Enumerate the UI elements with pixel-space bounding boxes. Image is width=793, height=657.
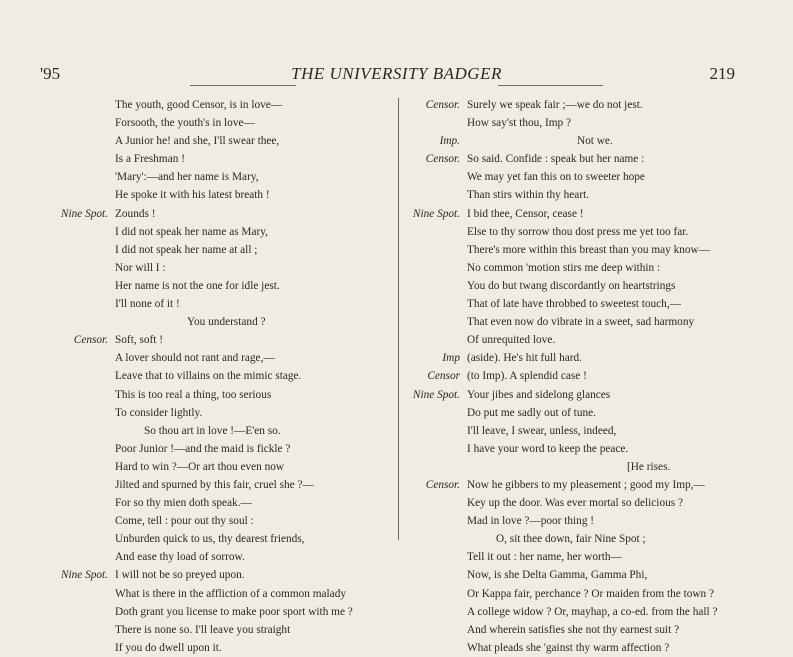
verse-line (0, 331, 396, 349)
verse-line (400, 186, 793, 204)
verse-line (400, 530, 793, 548)
verse-line (0, 621, 396, 639)
verse-line (0, 313, 396, 331)
verse-line (0, 530, 396, 548)
verse-text: Of unrequited love. (467, 334, 556, 347)
verse-text: I will not be so preyed upon. (115, 569, 245, 582)
speaker-name: Censor. (425, 153, 460, 166)
speaker-name: Imp (442, 352, 460, 365)
verse-text: We may yet fan this on to sweeter hope (467, 171, 645, 184)
verse-line (400, 223, 793, 241)
verse-line (400, 96, 793, 114)
verse-line (0, 205, 396, 223)
verse-line (400, 168, 793, 186)
verse-line (400, 132, 793, 150)
verse-text: To consider lightly. (115, 406, 203, 419)
verse-text: And wherein satisfies she not thy earnest suit ? (467, 623, 680, 636)
verse-text: [He rises. (627, 460, 671, 473)
verse-text: I did not speak her name as Mary, (115, 225, 268, 238)
verse-line (0, 295, 396, 313)
year-label: '95 (40, 64, 61, 83)
verse-line (0, 440, 396, 458)
verse-text: 'Mary':—and her name is Mary, (115, 171, 259, 184)
verse-text: Than stirs within thy heart. (467, 189, 590, 202)
speaker-name: Nine Spot. (412, 207, 460, 220)
speaker-name: Nine Spot. (60, 569, 108, 582)
page-number: 219 (709, 64, 735, 83)
verse-line (400, 639, 793, 657)
verse-text: Jilted and spurned by this fair, cruel she ?— (115, 478, 314, 491)
verse-text: Mad in love ?—poor thing ! (467, 515, 595, 528)
verse-line (400, 367, 793, 385)
speaker-name: Censor. (73, 334, 108, 347)
verse-text: I did not speak her name at all ; (115, 243, 258, 256)
verse-text: And ease thy load of sorrow. (115, 551, 245, 564)
verse-text: How say'st thou, Imp ? (467, 117, 572, 130)
speaker-name: Censor. (425, 478, 460, 491)
verse-text: Your jibes and sidelong glances (467, 388, 611, 401)
verse-line (0, 458, 396, 476)
verse-line (0, 223, 396, 241)
left-column (0, 96, 396, 657)
verse-text: Leave that to villains on the mimic stage. (115, 370, 302, 383)
verse-line (400, 259, 793, 277)
verse-text: There is none so. I'll leave you straight (115, 623, 291, 636)
verse-text: What pleads she 'gainst thy warm affection ? (467, 641, 670, 654)
verse-line (400, 114, 793, 132)
verse-line (400, 548, 793, 566)
verse-line (0, 132, 396, 150)
verse-line (400, 241, 793, 259)
publication-title: THE UNIVERSITY BADGER (291, 64, 502, 83)
verse-text: You do but twang discordantly on heartstrings (467, 279, 676, 292)
verse-text: Key up the door. Was ever mortal so delicious ? (467, 497, 683, 510)
verse-text: A college widow ? Or, mayhap, a co-ed. from the hall ? (467, 605, 718, 618)
verse-text: I bid thee, Censor, cease ! (467, 207, 584, 220)
verse-text: So thou art in love !—E'en so. (144, 424, 281, 437)
column-divider (398, 98, 399, 540)
verse-line (0, 96, 396, 114)
verse-line (0, 114, 396, 132)
verse-text: Tell it out : her name, her worth— (467, 551, 622, 564)
verse-text: Else to thy sorrow thou dost press me yet too far. (467, 225, 689, 238)
verse-line (0, 512, 396, 530)
verse-line (400, 331, 793, 349)
verse-text: Unburden quick to us, thy dearest friends, (115, 533, 305, 546)
verse-line (400, 313, 793, 331)
verse-text: Hard to win ?—Or art thou even now (115, 460, 285, 473)
verse-line (0, 404, 396, 422)
verse-line (0, 349, 396, 367)
verse-text: Nor will I : (115, 261, 166, 274)
verse-text: Forsooth, the youth's in love— (115, 117, 255, 130)
verse-line (0, 186, 396, 204)
verse-line (0, 386, 396, 404)
speaker-name: Censor. (425, 99, 460, 111)
verse-text: I'll leave, I swear, unless, indeed, (467, 424, 617, 437)
verse-text: Do put me sadly out of tune. (467, 406, 596, 419)
verse-line (0, 603, 396, 621)
verse-text: He spoke it with his latest breath ! (115, 189, 270, 202)
verse-text: That even now do vibrate in a sweet, sad harmony (467, 316, 695, 329)
verse-line (400, 494, 793, 512)
verse-line (0, 259, 396, 277)
verse-line (400, 404, 793, 422)
verse-text: Or Kappa fair, perchance ? Or maiden from the town ? (467, 587, 715, 600)
verse-text: So said. Confide : speak but her name : (467, 153, 645, 166)
verse-text: Poor Junior !—and the maid is fickle ? (115, 442, 291, 455)
verse-text: Soft, soft ! (115, 334, 164, 347)
verse-line (0, 548, 396, 566)
verse-text: Now, is she Delta Gamma, Gamma Phi, (467, 569, 648, 582)
verse-line (400, 295, 793, 313)
verse-line (0, 476, 396, 494)
verse-text: Her name is not the one for idle jest. (115, 279, 280, 292)
verse-text: Come, tell : pour out thy soul : (115, 515, 254, 528)
verse-text: A Junior he! and she, I'll swear thee, (115, 135, 280, 148)
verse-line (0, 168, 396, 186)
running-header (0, 64, 793, 88)
verse-text: No common 'motion stirs me deep within : (467, 261, 661, 274)
speaker-name: Nine Spot. (412, 388, 460, 401)
verse-text: O, sit thee down, fair Nine Spot ; (496, 533, 646, 546)
header-rule-left (190, 85, 296, 86)
verse-text: Now he gibbers to my pleasement ; good my Imp,— (467, 478, 705, 491)
verse-text: That of late have throbbed to sweetest touch,— (467, 298, 681, 311)
verse-text: For so thy mien doth speak.— (115, 497, 252, 510)
verse-text: Is a Freshman ! (115, 153, 185, 166)
verse-line (0, 150, 396, 168)
verse-text: I'll none of it ! (115, 298, 180, 311)
right-column (400, 96, 793, 657)
verse-text: (to Imp). A splendid case ! (467, 370, 587, 383)
verse-line (400, 440, 793, 458)
verse-text: There's more within this breast than you may know— (467, 243, 710, 256)
verse-line (0, 241, 396, 259)
verse-line (400, 205, 793, 223)
verse-line (400, 476, 793, 494)
verse-text: I have your word to keep the peace. (467, 442, 629, 455)
verse-line (400, 458, 793, 476)
verse-text: If you do dwell upon it. (115, 641, 222, 654)
verse-line (0, 566, 396, 584)
verse-text: Not we. (577, 135, 613, 148)
verse-text: Doth grant you license to make poor sport with me ? (115, 605, 353, 618)
verse-line (400, 422, 793, 440)
verse-text: The youth, good Censor, is in love— (115, 99, 283, 111)
speaker-name: Nine Spot. (60, 207, 108, 220)
verse-line (0, 367, 396, 385)
verse-line (400, 603, 793, 621)
verse-line (400, 621, 793, 639)
verse-line (400, 566, 793, 584)
verse-text: Surely we speak fair ;—we do not jest. (467, 99, 643, 111)
verse-line (400, 277, 793, 295)
verse-text: You understand ? (187, 316, 266, 329)
verse-text: This is too real a thing, too serious (115, 388, 272, 401)
verse-line (0, 639, 396, 657)
verse-line (400, 512, 793, 530)
verse-text: Zounds ! (115, 207, 156, 220)
verse-line (0, 494, 396, 512)
verse-text: (aside). He's hit full hard. (467, 352, 582, 365)
verse-line (400, 349, 793, 367)
verse-line (400, 386, 793, 404)
speaker-name: Imp. (439, 135, 460, 148)
verse-text: A lover should not rant and rage,— (115, 352, 275, 365)
verse-line (0, 422, 396, 440)
verse-line (400, 150, 793, 168)
header-rule-right (498, 85, 603, 86)
verse-line (0, 277, 396, 295)
verse-text: What is there in the affliction of a common malady (115, 587, 346, 600)
speaker-name: Censor (427, 370, 460, 383)
